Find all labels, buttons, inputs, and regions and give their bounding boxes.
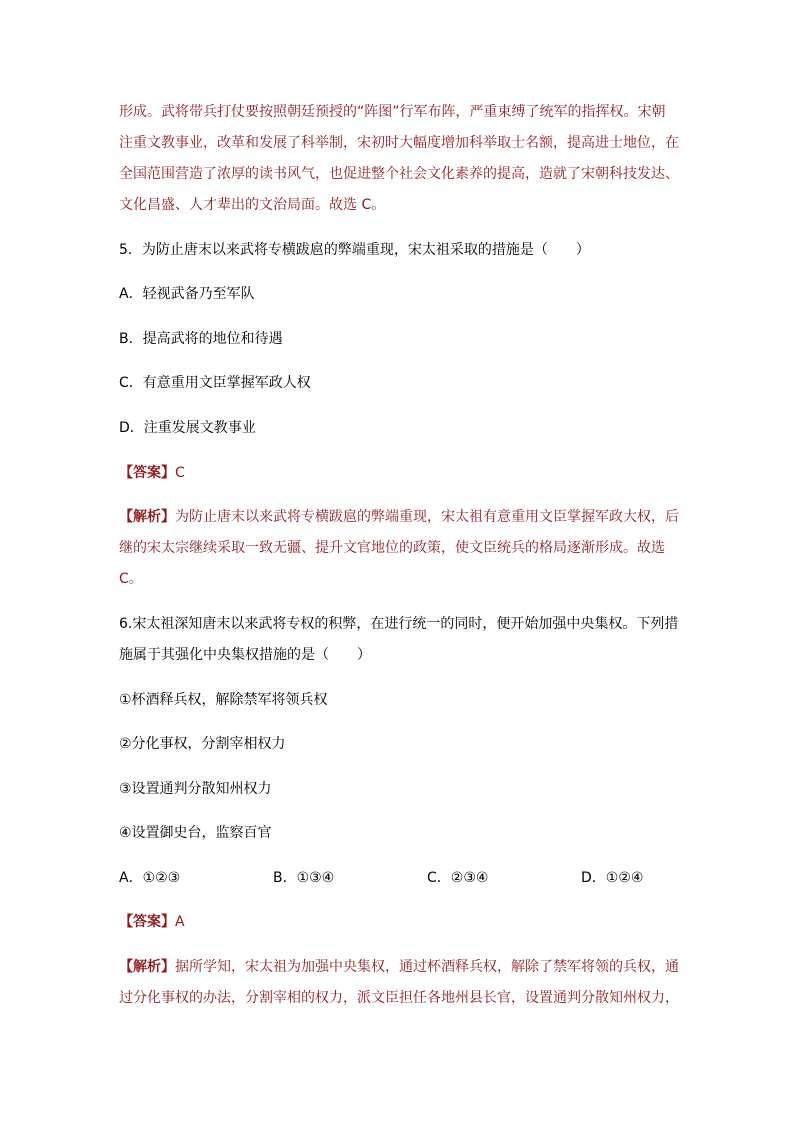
q6-statement-1: ①杯酒释兵权，解除禁军将领兵权 (119, 692, 328, 708)
q6-option-a: A．①②③ (119, 870, 181, 886)
q6-option-b: B．①③④ (273, 870, 335, 886)
q5-analysis-line-3: C。 (119, 571, 143, 587)
q6-analysis-text-1: 据所学知，宋太祖为加强中央集权，通过杯酒释兵权，解除了禁军将领的兵权，通 (175, 959, 679, 975)
q6-answer (119, 912, 185, 932)
prev-analysis-line-4: 文化昌盛、人才辈出的文治局面。故选 C。 (119, 197, 386, 213)
prev-analysis-line-2: 注重文教事业，改革和发展了科举制，宋初时大幅度增加科举取士名额，提高进士地位，在 (119, 135, 679, 151)
q5-answer-value: C (175, 465, 185, 481)
q5-option-b: B．提高武将的地位和待遇 (119, 331, 283, 347)
q6-option-c: C．②③④ (427, 870, 489, 886)
q6-stem-line-2: 施属于其强化中央集权措施的是（ ） (119, 647, 371, 663)
q6-analysis-label: 【解析】 (119, 959, 175, 975)
q5-answer (119, 463, 185, 483)
prev-analysis-line-1: 形成。武将带兵打仗要按照朝廷预授的“阵图”行军布阵，严重束缚了统军的指挥权。宋朝 (119, 104, 666, 120)
prev-analysis-line-3: 全国范围营造了浓厚的读书风气，也促进整个社会文化素养的提高，造就了宋朝科技发达、 (119, 166, 679, 182)
q6-statement-3: ③设置通判分散知州权力 (119, 781, 272, 797)
q6-option-d: D．①②④ (581, 870, 644, 886)
q5-analysis-text-1: 为防止唐末以来武将专横跋扈的弊端重现，宋太祖有意重用文臣掌握军政大权，后 (175, 509, 679, 525)
q5-answer-label: 【答案】 (119, 465, 175, 481)
q6-analysis-line-2: 过分化事权的办法，分割宰相的权力，派文臣担任各地州县长官，设置通判分散知州权力， (119, 990, 679, 1006)
q5-option-c: C．有意重用文臣掌握军政人权 (119, 375, 311, 391)
q6-stem-line-1: 6.宋太祖深知唐末以来武将专权的积弊，在进行统一的同时，便开始加强中央集权。下列措 (119, 616, 679, 632)
q5-analysis-label: 【解析】 (119, 509, 175, 525)
q5-analysis-line-1 (119, 507, 679, 527)
q5-option-d: D．注重发展文教事业 (119, 420, 256, 436)
q5-stem: 5．为防止唐末以来武将专横跋扈的弊端重现，宋太祖采取的措施是（ ） (119, 242, 590, 258)
q6-analysis-line-1 (119, 957, 679, 977)
q6-answer-value: A (175, 914, 185, 930)
q5-option-a: A．轻视武备乃至军队 (119, 286, 255, 302)
q5-analysis-line-2: 继的宋太宗继续采取一致无疆、提升文官地位的政策，使文臣统兵的格局逐渐形成。故选 (119, 540, 665, 556)
q6-statement-4: ④设置御史台，监察百官 (119, 825, 272, 841)
q6-statement-2: ②分化事权，分割宰相权力 (119, 736, 286, 752)
q6-answer-label: 【答案】 (119, 914, 175, 930)
